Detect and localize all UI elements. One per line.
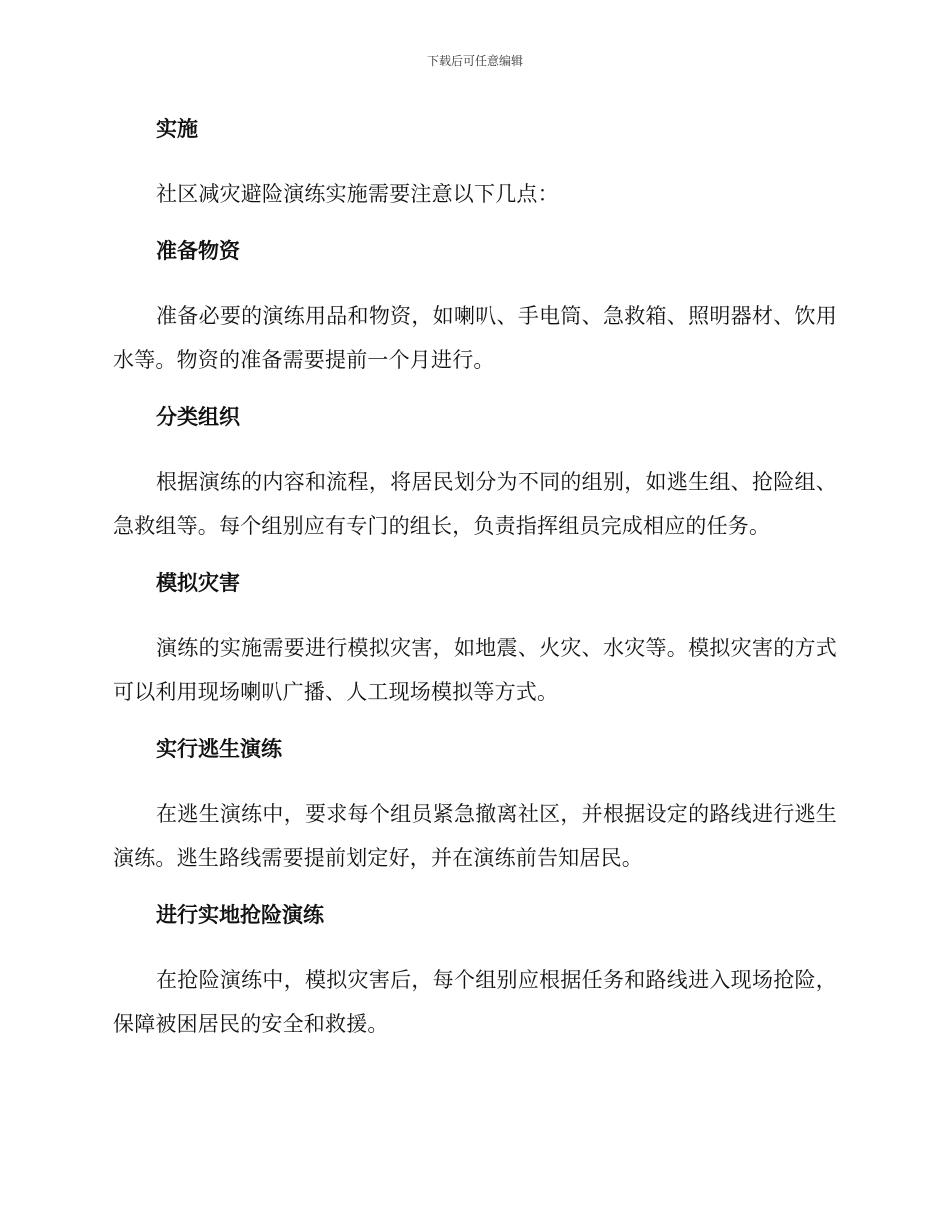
section-paragraph-grouping: 根据演练的内容和流程，将居民划分为不同的组别，如逃生组、抢险组、急救组等。每个组别应有专门的组长，负责指挥组员完成相应的任务。 xyxy=(113,470,837,538)
section-heading-simulation: 模拟灾害 xyxy=(156,571,240,595)
page-header: 下载后可任意编辑 xyxy=(426,54,523,68)
section-heading-evacuation: 实行逃生演练 xyxy=(156,737,282,761)
section-paragraph-evacuation: 在逃生演练中，要求每个组员紧急撤离社区，并根据设定的路线进行逃生演练。逃生路线需要提前划定好，并在演练前告知居民。 xyxy=(113,802,837,870)
main-heading: 实施 xyxy=(156,117,198,141)
section-heading-materials: 准备物资 xyxy=(156,239,240,263)
section-paragraph-simulation: 演练的实施需要进行模拟灾害，如地震、火灾、水灾等。模拟灾害的方式可以利用现场喇叭广播、人工现场模拟等方式。 xyxy=(113,636,837,704)
section-heading-rescue: 进行实地抢险演练 xyxy=(156,903,324,927)
intro-paragraph: 社区减灾避险演练实施需要注意以下几点： xyxy=(156,182,559,206)
section-paragraph-materials: 准备必要的演练用品和物资，如喇叭、手电筒、急救箱、照明器材、饮用水等。物资的准备需要提前一个月进行。 xyxy=(113,304,837,372)
section-heading-grouping: 分类组织 xyxy=(156,405,240,429)
section-paragraph-rescue: 在抢险演练中，模拟灾害后，每个组别应根据任务和路线进入现场抢险，保障被困居民的安全和救援。 xyxy=(113,968,837,1036)
document-body xyxy=(113,114,837,1066)
